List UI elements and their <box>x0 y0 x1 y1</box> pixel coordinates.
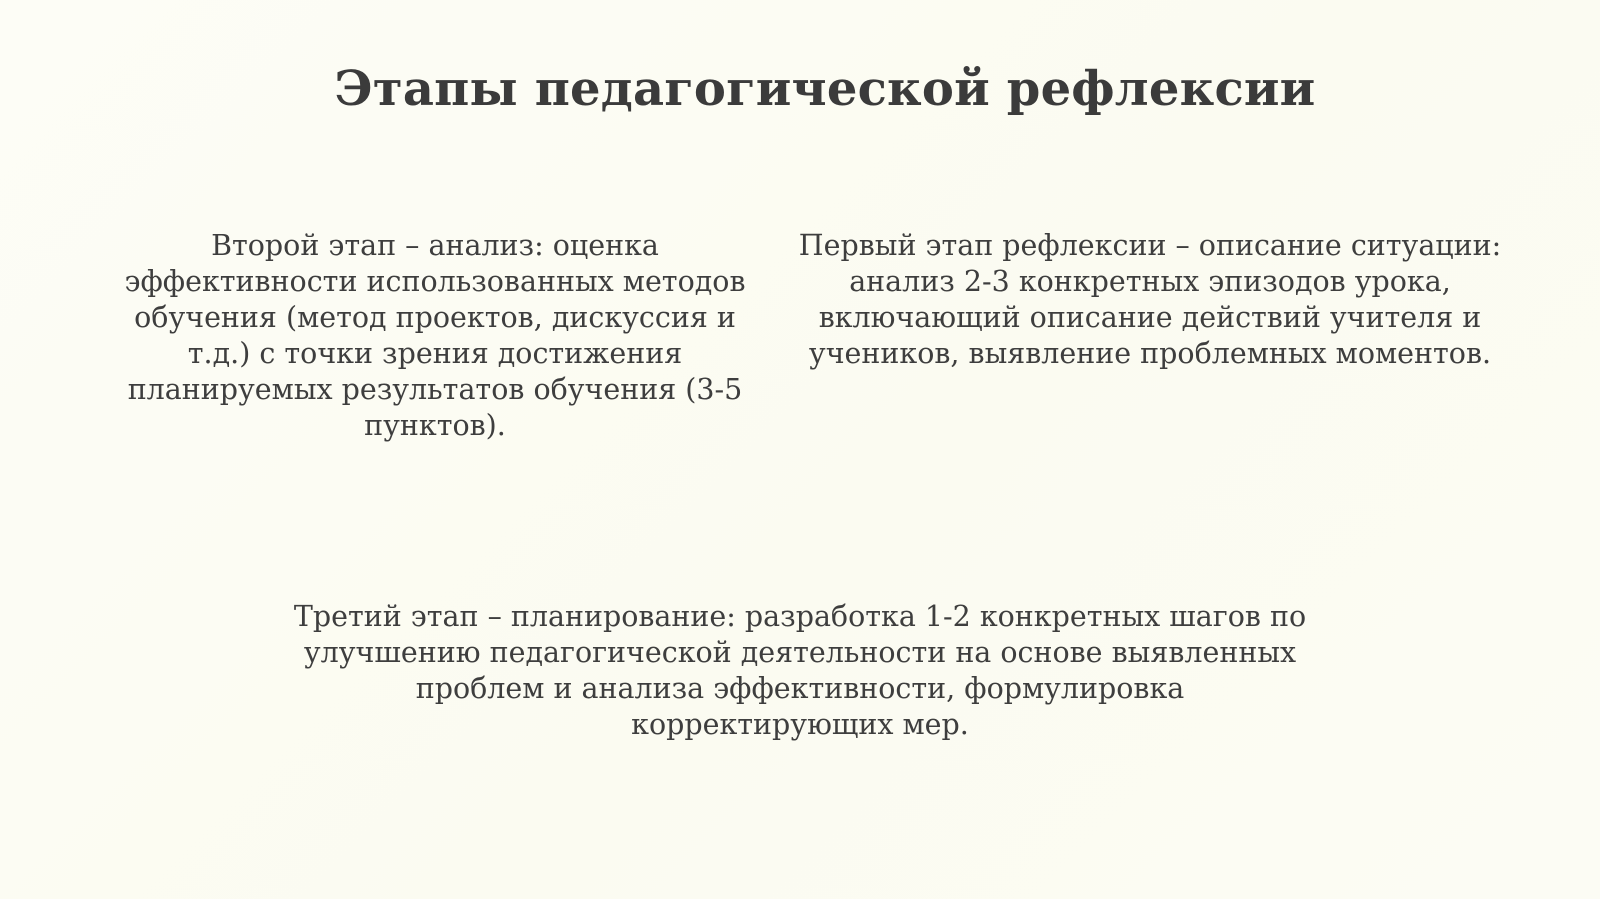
stage-three-text: Третий этап – планирование: разработка 1-2 конкретных шагов по улучшению педагогической деятельности на основе выявленных проблем и анализа эффективности, формулировка корректирующих мер. <box>293 600 1307 741</box>
stage-two-text: Второй этап – анализ: оценка эффективности использованных методов обучения (метод проектов, дискуссия и т.д.) с точки зрения достижения планируемых результатов обучения (3-5 пунктов). <box>124 229 746 442</box>
slide-title: Этапы педагогической рефлексии <box>334 61 1316 117</box>
stage-one-text: Первый этап рефлексии – описание ситуации: анализ 2-3 конкретных эпизодов урока, включающий описание действий учителя и учеников, выявление проблемных моментов. <box>798 229 1502 370</box>
